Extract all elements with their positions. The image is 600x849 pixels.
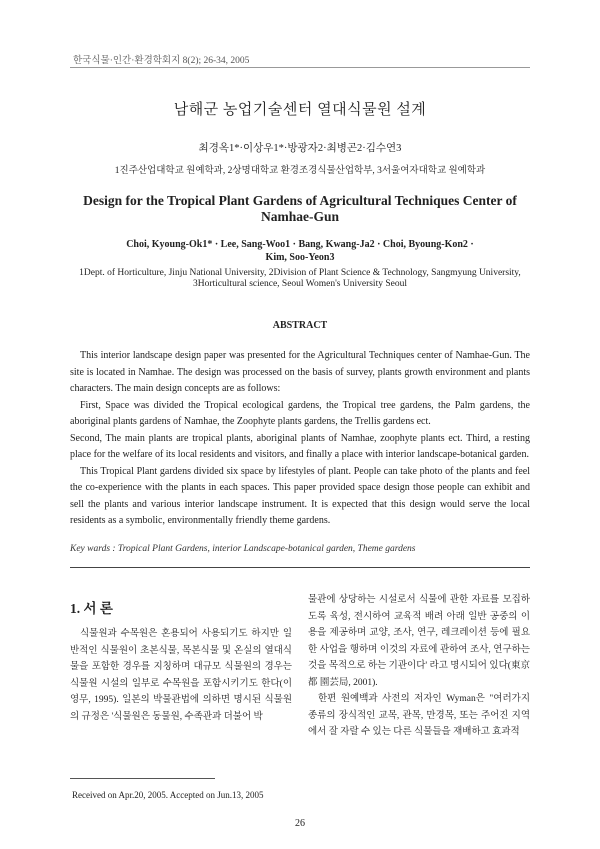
abstract-body — [70, 348, 530, 530]
affiliations-english-line2: 3Horticultural science, Seoul Women's University Seoul — [193, 279, 407, 289]
authors-english-line2: Kim, Soo-Yeon3 — [265, 252, 335, 263]
abstract-paragraph-4: This Tropical Plant gardens divided six space by lifestyles of plant. People can take photo of the plants and feel the co-experience with the plants in each spaces. This paper provided space design those people can exhibit and sell the plants and various interior landscape instrument. It is expected that this design would serve the local residents as a symbolic, environmentally friendly theme gardens. — [70, 465, 530, 526]
authors-korean: 최경옥1*·이상우1*·방광자2·최병곤2·김수연3 — [198, 143, 402, 154]
abstract-heading: ABSTRACT — [272, 320, 328, 331]
affiliations-korean: 1진주산업대학교 원예학과, 2상명대학교 환경조경식물산업학부, 3서울여자대학교 원예학과 — [114, 166, 486, 176]
keywords: Key wards : Tropical Plant Gardens, interior Landscape-botanical garden, Theme gardens — [70, 544, 416, 554]
abstract-paragraph-1: This interior landscape design paper was presented for the Agricultural Techniques center of Namhae-Gun. The site is located in Namhae. The design was processed on the basis of survey, plants growth environment and plants characters. The main design concepts are as follows: — [70, 350, 530, 394]
body-column-right — [308, 592, 530, 741]
authors-english — [80, 238, 520, 264]
authors-english-line1: Choi, Kyoung-Ok1* · Lee, Sang-Woo1 · Bang, Kwang-Ja2 · Choi, Byoung-Kon2 · — [126, 239, 474, 250]
footnote: Received on Apr.20, 2005. Accepted on Jun.13, 2005 — [72, 790, 264, 800]
keywords-rule — [70, 567, 530, 568]
col2-paragraph-2: 한편 원예백과 사전의 저자인 Wyman은 "여러가지 종류의 장식적인 교목, 관목, 만경목, 또는 주어진 지역에서 잘 자랄 수 있는 다른 식물들을 재배하고 효과적 — [308, 694, 530, 737]
journal-header: 한국식물·인간·환경학회지 8(2); 26-34, 2005 — [73, 56, 250, 66]
abstract-paragraph-2: First, Space was divided the Tropical ecological gardens, the Tropical tree gardens, the Palm gardens, the aboriginal plants gardens of Namhae, the Zoophyte plants gardens, the Trellis gardens ect. — [70, 399, 530, 427]
title-english: Design for the Tropical Plant Gardens of Agricultural Techniques Center of Namhae-Gun — [83, 193, 517, 224]
footnote-rule — [70, 778, 215, 779]
affiliations-english-line1: 1Dept. of Horticulture, Jinju National University, 2Division of Plant Science & Technology, Sangmyung University, — [79, 268, 521, 278]
col1-paragraph: 식물원과 수목원은 혼용되어 사용되기도 하지만 일반적인 식물원이 초본식물, 목본식물 및 온실의 열대식물을 포함한 경우를 지칭하며 대규모 식물원의 경우는 식물원 시설의 일부로 수목원을 포함시키기도 한다(이영무, 1995). 일본의 박물관법에 의하면 명시된 식물원의 규정은 '식물원은 동물원, 수족관과 더불어 박 — [70, 629, 292, 722]
header-rule — [70, 67, 530, 68]
section-title: 1. 서 론 — [70, 601, 113, 616]
body-column-left — [70, 626, 292, 725]
title-korean: 남해군 농업기술센터 열대식물원 설계 — [173, 102, 427, 118]
col2-paragraph-1: 물관에 상당하는 시설로서 식물에 관한 자료를 모집하도록 육성, 전시하여 교육적 배려 아래 일반 공중의 이용을 제공하며 교양, 조사, 연구, 레크레이션 등에 필요한 사업을 행하며 이것의 자료에 관하여 조사, 연구하는 것을 목적으로 하는 기관이다' 라고 명시되어 있다(東京都 園芸局, 2001). — [308, 595, 530, 688]
abstract-paragraph-3: Second, The main plants are tropical plants, aboriginal plants of Namhae, zoophyte plants ect. Third, a resting place for the welfare of its local residents and visitors, and finally a place with interior landscape-botanical garden. — [70, 432, 530, 460]
affiliations-english — [75, 268, 525, 290]
page-number: 26 — [295, 818, 305, 829]
